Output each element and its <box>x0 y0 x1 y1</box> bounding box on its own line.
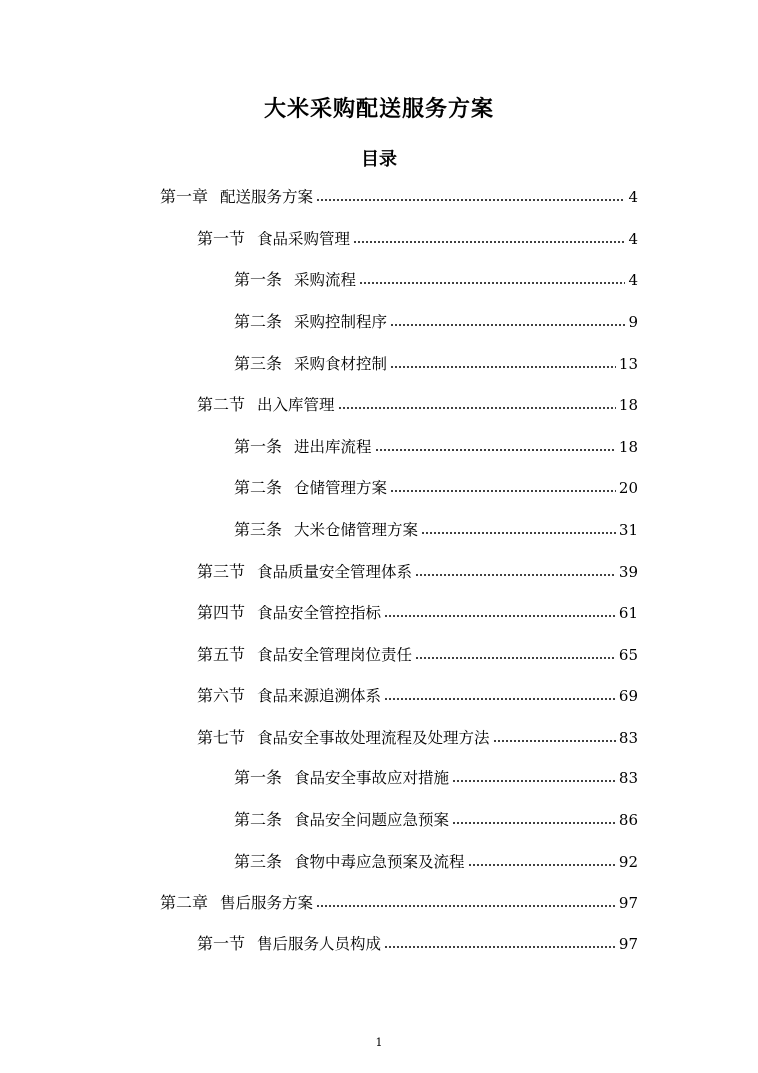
toc-entry-label: 第四节 <box>197 603 246 622</box>
toc-entry-page: 20 <box>618 479 638 497</box>
dot-leader <box>415 656 616 662</box>
dot-leader <box>415 573 616 579</box>
dot-leader <box>384 945 616 951</box>
toc-entry[interactable] <box>234 477 638 499</box>
toc-entry[interactable] <box>160 186 638 208</box>
toc-entry-text: 食品质量安全管理体系 <box>257 563 413 581</box>
toc-entry-label: 第一条 <box>234 437 283 456</box>
toc-entry[interactable] <box>197 561 638 583</box>
dot-leader <box>390 365 616 371</box>
toc-entry-page: 69 <box>618 687 638 705</box>
toc-entry-page: 4 <box>628 271 638 289</box>
dot-leader <box>390 489 616 495</box>
toc-entry-label: 第五节 <box>197 645 246 664</box>
toc-entry-label: 第三节 <box>197 562 246 581</box>
toc-entry-text: 出入库管理 <box>257 396 335 414</box>
toc-entry-text: 食品安全事故处理流程及处理方法 <box>257 729 490 747</box>
toc-entry-label: 第三条 <box>234 852 283 871</box>
toc-entry[interactable] <box>234 269 638 291</box>
toc-entry-page: 65 <box>618 646 638 664</box>
dot-leader <box>338 406 616 412</box>
toc-entry[interactable] <box>197 644 638 666</box>
toc-entry-text: 配送服务方案 <box>220 188 314 206</box>
toc-entry-text: 采购控制程序 <box>294 313 388 331</box>
toc-entry[interactable] <box>234 519 638 541</box>
dot-leader <box>452 821 616 827</box>
toc-entry-page: 83 <box>618 729 638 747</box>
dot-leader <box>316 904 616 910</box>
toc-entry-page: 18 <box>618 396 638 414</box>
toc-entry[interactable] <box>234 767 638 789</box>
toc-entry-label: 第一节 <box>197 934 246 953</box>
toc-entry-label: 第六节 <box>197 686 246 705</box>
toc-entry-page: 61 <box>618 604 638 622</box>
toc-entry[interactable] <box>197 727 638 749</box>
toc-entry-page: 92 <box>618 853 638 871</box>
toc-entry-text: 采购食材控制 <box>294 355 388 373</box>
toc-entry-label: 第二条 <box>234 478 283 497</box>
toc-entry-page: 39 <box>618 563 638 581</box>
toc-entry-text: 进出库流程 <box>294 438 372 456</box>
page-number: 1 <box>375 1036 383 1049</box>
dot-leader <box>353 240 625 246</box>
toc-entry-label: 第三条 <box>234 354 283 373</box>
dot-leader <box>421 531 616 537</box>
toc-entry-label: 第一节 <box>197 229 246 248</box>
toc-entry-label: 第二章 <box>160 893 209 912</box>
toc-entry-page: 9 <box>628 313 638 331</box>
toc-entry[interactable] <box>234 436 638 458</box>
toc-entry-text: 食品采购管理 <box>257 230 351 248</box>
toc-entry-label: 第三条 <box>234 520 283 539</box>
toc-entry-text: 食物中毒应急预案及流程 <box>294 853 465 871</box>
toc-entry-label: 第一章 <box>160 187 209 206</box>
toc-entry[interactable] <box>234 353 638 375</box>
toc-entry-page: 97 <box>618 894 638 912</box>
toc-entry[interactable] <box>197 685 638 707</box>
toc-heading: 目录 <box>361 149 397 170</box>
toc-entry-label: 第一条 <box>234 768 283 787</box>
toc-entry[interactable] <box>197 394 638 416</box>
toc-entry-page: 31 <box>618 521 638 539</box>
toc-entry[interactable] <box>234 809 638 831</box>
toc-entry-text: 食品来源追溯体系 <box>257 687 382 705</box>
toc-entry-page: 97 <box>618 935 638 953</box>
toc-entry[interactable] <box>197 602 638 624</box>
dot-leader <box>384 614 616 620</box>
dot-leader <box>493 739 616 745</box>
toc-entry[interactable] <box>197 228 638 250</box>
dot-leader <box>375 448 616 454</box>
document-title: 大米采购配送服务方案 <box>263 97 494 122</box>
toc-entry[interactable] <box>234 851 638 873</box>
toc-entry[interactable] <box>160 892 638 914</box>
toc-entry-page: 86 <box>618 811 638 829</box>
toc-entry-text: 食品安全问题应急预案 <box>294 811 450 829</box>
toc-entry-text: 售后服务方案 <box>220 894 314 912</box>
toc-entry[interactable] <box>197 933 638 955</box>
toc-entry-label: 第二节 <box>197 395 246 414</box>
toc-entry-label: 第七节 <box>197 728 246 747</box>
toc-entry-text: 大米仓储管理方案 <box>294 521 419 539</box>
toc-entry-page: 13 <box>618 355 638 373</box>
toc-entry-text: 采购流程 <box>294 271 357 289</box>
toc-entry-label: 第一条 <box>234 270 283 289</box>
toc-entry-label: 第二条 <box>234 312 283 331</box>
toc-entry[interactable] <box>234 311 638 333</box>
toc-entry-page: 4 <box>628 188 638 206</box>
toc-entry-label: 第二条 <box>234 810 283 829</box>
dot-leader <box>468 863 616 869</box>
dot-leader <box>384 697 616 703</box>
toc-entry-text: 食品安全管控指标 <box>257 604 382 622</box>
toc-entry-text: 售后服务人员构成 <box>257 935 382 953</box>
dot-leader <box>390 323 625 329</box>
dot-leader <box>316 198 625 204</box>
dot-leader <box>359 281 625 287</box>
toc-entry-text: 食品安全管理岗位责任 <box>257 646 413 664</box>
toc-entry-text: 食品安全事故应对措施 <box>294 769 450 787</box>
toc-entry-text: 仓储管理方案 <box>294 479 388 497</box>
toc-entry-page: 4 <box>628 230 638 248</box>
toc-entry-page: 83 <box>618 769 638 787</box>
dot-leader <box>452 779 616 785</box>
toc-entry-page: 18 <box>618 438 638 456</box>
